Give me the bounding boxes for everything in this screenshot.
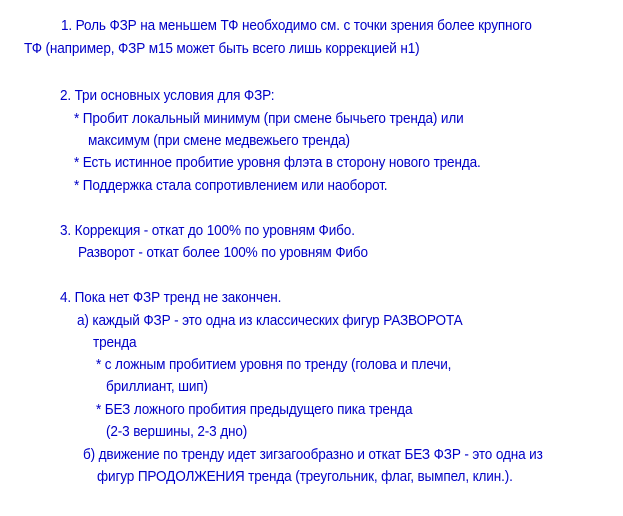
- point-b-line-1: б) движение по тренду идет зигзагообразно и откат БЕЗ ФЗР - это одна из: [83, 447, 543, 463]
- section-1-line-1: 1. Роль ФЗР на меньшем ТФ необходимо см. с точки зрения более крупного: [61, 18, 532, 34]
- condition-2: * Есть истинное пробитие уровня флэта в сторону нового тренда.: [74, 155, 481, 171]
- section-3-line-2: Разворот - откат более 100% по уровням Фибо: [78, 245, 368, 261]
- point-a-bullet-1-line-2: бриллиант, шип): [106, 379, 208, 395]
- point-a-line-2: тренда: [93, 335, 137, 351]
- condition-1-line-1: * Пробит локальный минимум (при смене бычьего тренда) или: [74, 111, 464, 127]
- condition-1-line-2: максимум (при смене медвежьего тренда): [88, 133, 350, 149]
- section-4-heading: 4. Пока нет ФЗР тренд не закончен.: [60, 290, 282, 306]
- point-a-line-1: а) каждый ФЗР - это одна из классических фигур РАЗВОРОТА: [77, 313, 463, 329]
- condition-3: * Поддержка стала сопротивлением или наоборот.: [74, 178, 388, 194]
- point-a-bullet-1-line-1: * с ложным пробитием уровня по тренду (голова и плечи,: [96, 357, 452, 373]
- point-a-bullet-2-line-1: * БЕЗ ложного пробития предыдущего пика тренда: [96, 402, 413, 418]
- section-1-line-2: ТФ (например, ФЗР м15 может быть всего лишь коррекцией н1): [24, 41, 420, 57]
- section-2-heading: 2. Три основных условия для ФЗР:: [60, 88, 275, 104]
- section-3-line-1: 3. Коррекция - откат до 100% по уровням Фибо.: [60, 223, 355, 239]
- point-b-line-2: фигур ПРОДОЛЖЕНИЯ тренда (треугольник, флаг, вымпел, клин.).: [97, 469, 513, 485]
- point-a-bullet-2-line-2: (2-3 вершины, 2-3 дно): [106, 424, 248, 440]
